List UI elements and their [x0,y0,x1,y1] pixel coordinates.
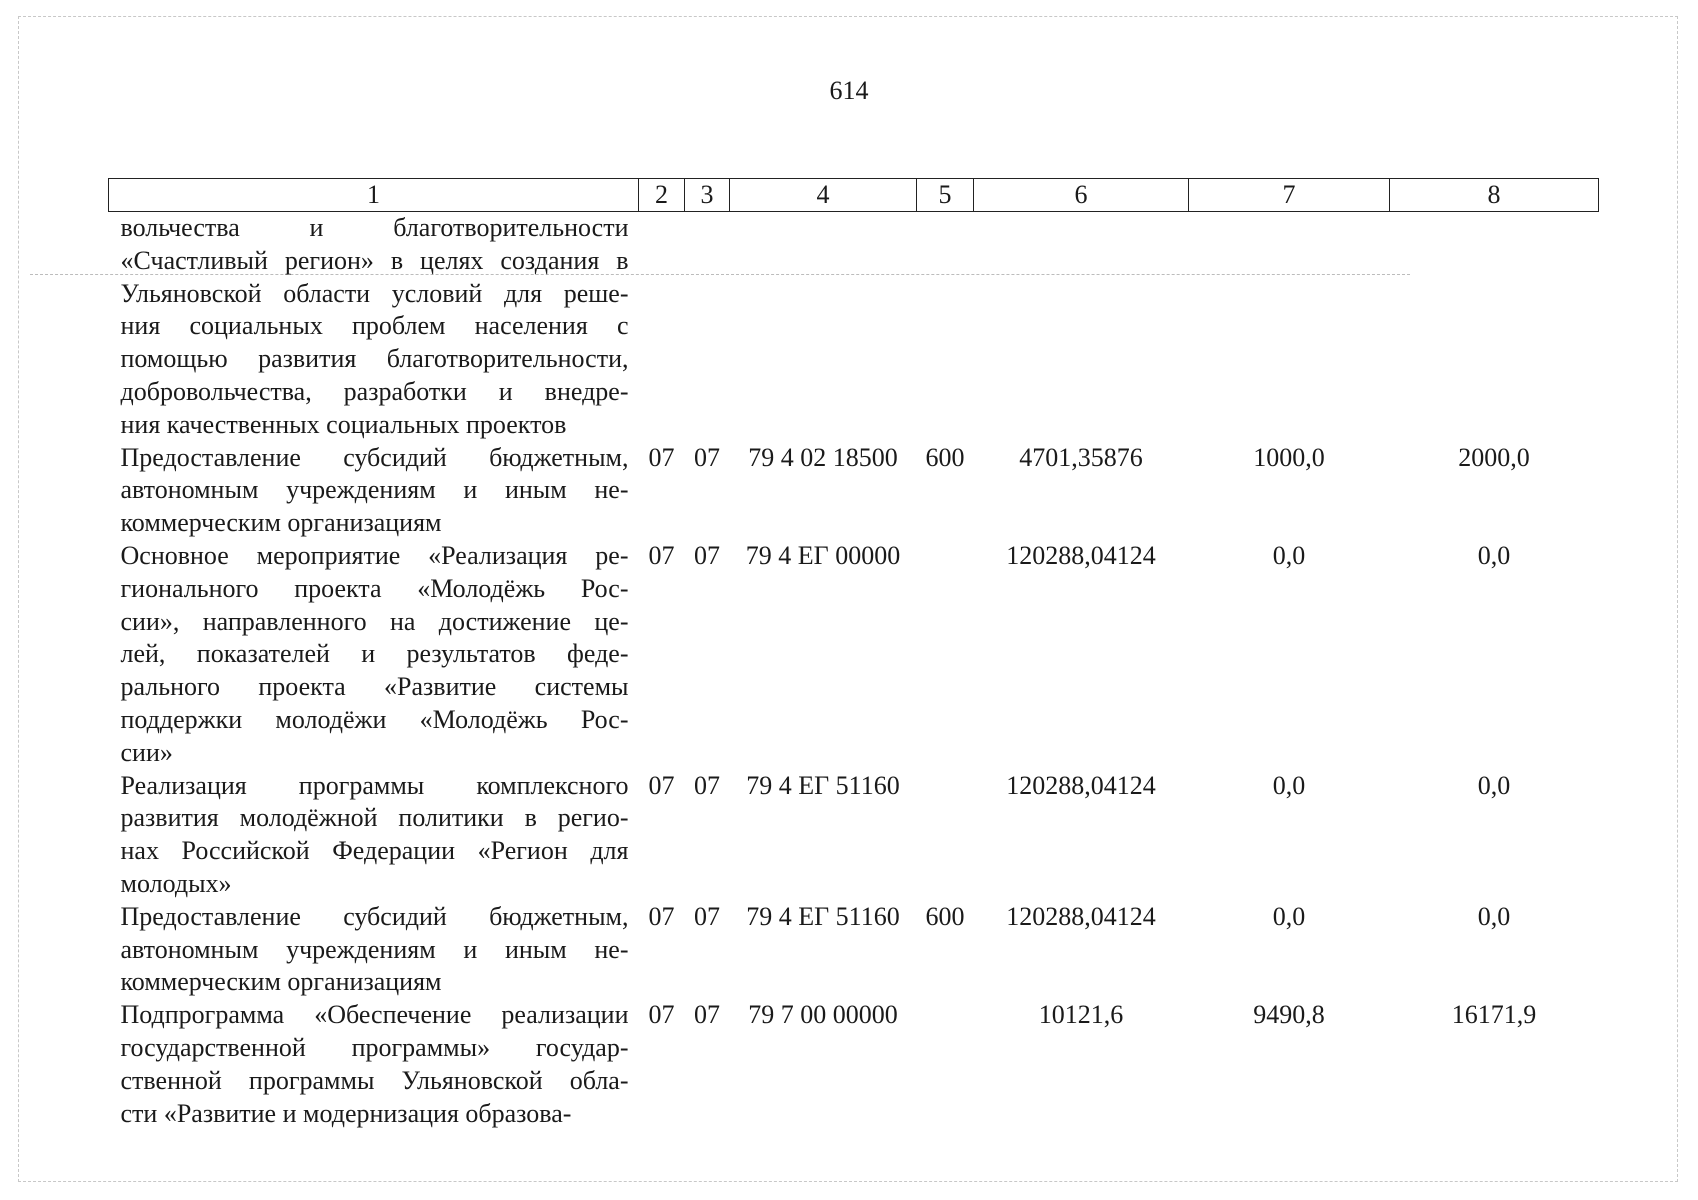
cell-subsection: 07 [694,770,720,800]
table-row [109,540,1599,770]
cell-amount-1: 120288,04124 [1006,770,1156,800]
cell-expense-type: 600 [925,901,965,931]
header-col-2: 2 [639,179,685,212]
cell-section: 07 [648,770,675,800]
description-line: рального проекта «Развитие системы [120,672,629,702]
description-line: государственной программы» государ- [120,1032,629,1062]
row-description [109,901,639,999]
description-line: Основное мероприятие «Реализация ре- [120,540,629,570]
description-line: поддержки молодёжи «Молодёжь Рос- [120,704,629,734]
description-line: Ульяновской области условий для реше- [120,278,629,308]
description-line: сти «Развитие и модернизация образова- [120,1098,572,1128]
cell-subsection: 07 [694,901,720,931]
cell-amount-2: 0,0 [1272,540,1306,570]
table-body [109,212,1599,1131]
header-col-8: 8 [1390,179,1599,212]
cell-amount-2: 1000,0 [1253,442,1325,472]
description-line: гионального проекта «Молодёжь Рос- [120,573,629,603]
header-row [109,179,1599,212]
description-line: Подпрограмма «Обеспечение реализации [120,1000,629,1030]
description-line: вольчества и благотворительности [120,213,629,242]
cell-amount-3: 0,0 [1477,901,1511,931]
description-line: помощью развития благотворительности, [120,344,629,374]
row-description [109,442,639,540]
cell-amount-2: 9490,8 [1253,1000,1325,1030]
row-description [109,540,639,770]
table-row [109,212,1599,442]
header-col-5: 5 [917,179,974,212]
page-number: 614 [829,76,869,105]
cell-target-article: 79 4 ЕГ 51160 [746,901,900,931]
cell-amount-2: 0,0 [1272,770,1306,800]
cell-section [639,212,685,442]
header-col-6: 6 [974,179,1189,212]
cell-amount-1 [974,212,1189,442]
description-line: Реализация программы комплексного [120,770,629,800]
cell-target-article: 79 4 ЕГ 00000 [745,540,901,570]
table-row [109,901,1599,999]
cell-section: 07 [648,1000,675,1030]
cell-target-article [730,212,917,442]
cell-amount-2: 0,0 [1272,901,1306,931]
header-col-1: 1 [109,179,639,212]
table-header [109,179,1599,212]
cell-amount-1: 120288,04124 [1006,540,1156,570]
cell-subsection [685,212,730,442]
cell-amount-2 [1189,212,1390,442]
cell-amount-3: 0,0 [1477,770,1511,800]
row-description [109,770,639,901]
cell-amount-3: 16171,9 [1451,1000,1537,1030]
description-line: ния качественных социальных проектов [120,409,567,439]
description-line: Предоставление субсидий бюджетным, [120,442,629,472]
description-line: лей, показателей и результатов феде- [120,639,629,669]
cell-amount-3: 2000,0 [1458,442,1530,472]
table-row [109,770,1599,901]
description-line: развития молодёжной политики в регио- [120,803,629,833]
budget-table [108,178,1599,1130]
cell-subsection: 07 [694,540,720,570]
description-line: ственной программы Ульяновской обла- [120,1065,629,1095]
cell-amount-1: 10121,6 [1038,1000,1124,1030]
cell-section: 07 [648,540,675,570]
description-line: ния социальных проблем населения с [120,311,629,341]
cell-amount-3 [1390,212,1599,442]
header-col-3: 3 [685,179,730,212]
row-description [109,999,639,1130]
description-line: коммерческим организациям [120,508,442,538]
cell-subsection: 07 [694,442,720,472]
cell-expense-type [917,212,974,442]
cell-subsection: 07 [694,1000,720,1030]
header-col-4: 4 [730,179,917,212]
cell-expense-type [917,770,974,901]
cell-amount-1: 120288,04124 [1006,901,1156,931]
cell-target-article: 79 7 00 00000 [748,1000,898,1030]
description-line: нах Российской Федерации «Регион для [120,836,629,866]
cell-expense-type: 600 [925,442,965,472]
cell-expense-type [917,999,974,1130]
description-line: автономным учреждениям и иным не- [120,934,629,964]
description-line: сии» [120,737,173,767]
description-line: молодых» [120,868,232,898]
header-col-7: 7 [1189,179,1390,212]
cell-amount-3: 0,0 [1477,540,1511,570]
cell-target-article: 79 4 02 18500 [748,442,898,472]
cell-expense-type [917,540,974,770]
cell-section: 07 [648,901,675,931]
cell-amount-1: 4701,35876 [1019,442,1143,472]
row-description [109,212,639,442]
table-row [109,442,1599,540]
description-line: коммерческим организациям [120,967,442,997]
description-line: сии», направленного на достижение це- [120,606,629,636]
description-line: Предоставление субсидий бюджетным, [120,901,629,931]
description-line: добровольчества, разработки и внедре- [120,376,629,406]
description-line: «Счастливый регион» в целях создания в [120,245,629,275]
description-line: автономным учреждениям и иным не- [120,475,629,505]
cell-target-article: 79 4 ЕГ 51160 [746,770,900,800]
cell-section: 07 [648,442,675,472]
table-row [109,999,1599,1130]
